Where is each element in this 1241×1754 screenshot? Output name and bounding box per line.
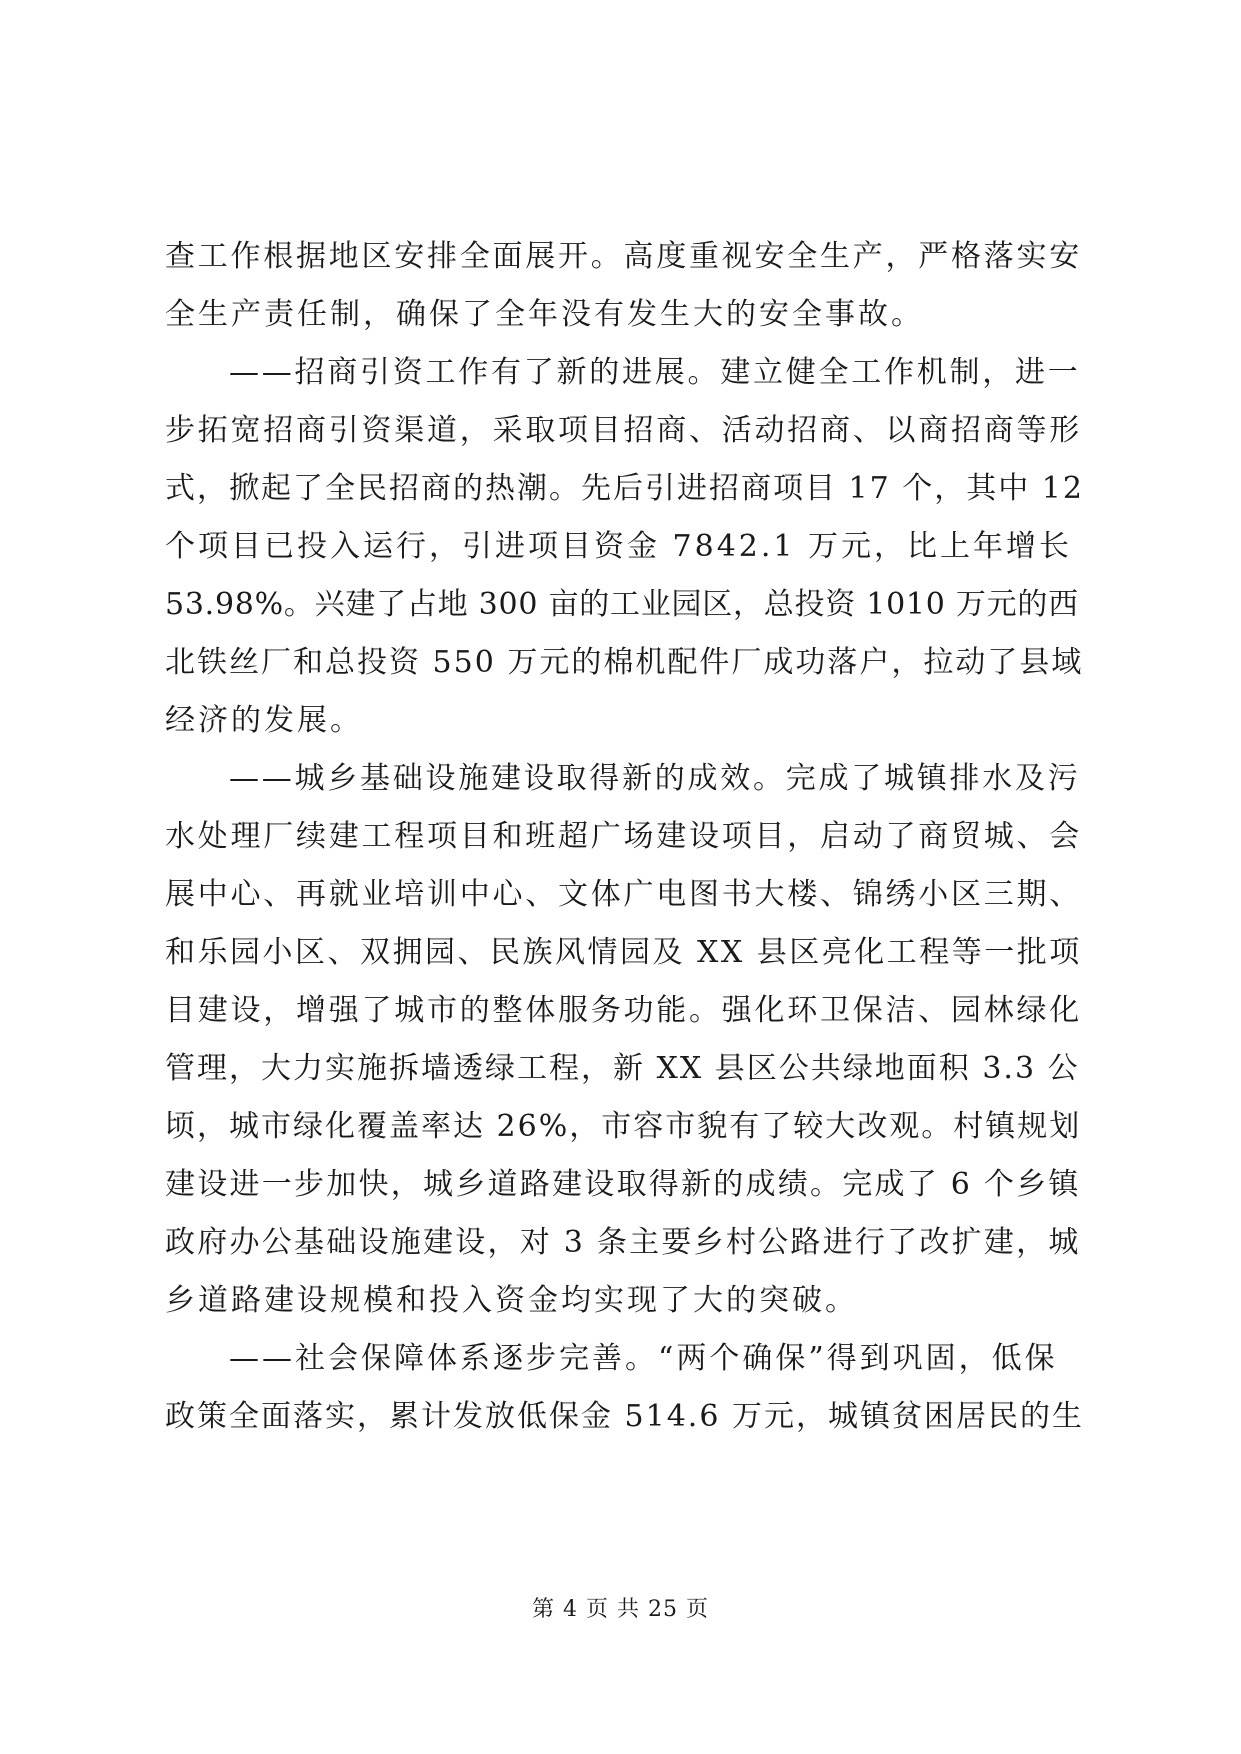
text-line: 乡道路建设规模和投入资金均实现了大的突破。 (165, 1283, 858, 1318)
paragraph-first-line: ——社会保障体系逐步完善。“两个确保”得到巩固，低保 (229, 1341, 1058, 1376)
text-line: 步拓宽招商引资渠道，采取项目招商、活动招商、以商招商等形 (165, 413, 1082, 448)
document-body (165, 228, 1085, 1446)
text-line: 全生产责任制，确保了全年没有发生大的安全事故。 (165, 297, 924, 332)
text-line: 查工作根据地区安排全面展开。高度重视安全生产，严格落实安 (165, 239, 1082, 274)
text-line: 顷，城市绿化覆盖率达 26%，市容市貌有了较大改观。村镇规划 (165, 1109, 1082, 1144)
paragraph-first-line: ——招商引资工作有了新的进展。建立健全工作机制，进一 (229, 355, 1081, 390)
text-line: 水处理厂续建工程项目和班超广场建设项目，启动了商贸城、会 (165, 819, 1082, 854)
text-line: 展中心、再就业培训中心、文体广电图书大楼、锦绣小区三期、 (165, 877, 1082, 912)
text-line: 个项目已投入运行，引进项目资金 7842.1 万元，比上年增长 (165, 529, 1073, 564)
text-line: 经济的发展。 (165, 703, 363, 738)
text-line: 和乐园小区、双拥园、民族风情园及 XX 县区亮化工程等一批项 (165, 935, 1082, 970)
text-line: 政府办公基础设施建设，对 3 条主要乡村公路进行了改扩建，城 (165, 1225, 1081, 1260)
text-line: 北铁丝厂和总投资 550 万元的棉机配件厂成功落户，拉动了县域 (165, 645, 1084, 680)
text-line: 53.98%。兴建了占地 300 亩的工业园区，总投资 1010 万元的西 (165, 587, 1079, 622)
page-footer: 第 4 页 共 25 页 (532, 1597, 709, 1622)
text-line: 建设进一步加快，城乡道路建设取得新的成绩。完成了 6 个乡镇 (165, 1167, 1081, 1202)
text-line: 目建设，增强了城市的整体服务功能。强化环卫保洁、园林绿化 (165, 993, 1082, 1028)
paragraph-first-line: ——城乡基础设施建设取得新的成效。完成了城镇排水及污 (229, 761, 1081, 796)
text-line: 式，掀起了全民招商的热潮。先后引进招商项目 17 个，其中 12 (165, 471, 1084, 506)
text-line: 管理，大力实施拆墙透绿工程，新 XX 县区公共绿地面积 3.3 公 (165, 1051, 1080, 1086)
text-line: 政策全面落实，累计发放低保金 514.6 万元，城镇贫困居民的生 (165, 1399, 1084, 1434)
